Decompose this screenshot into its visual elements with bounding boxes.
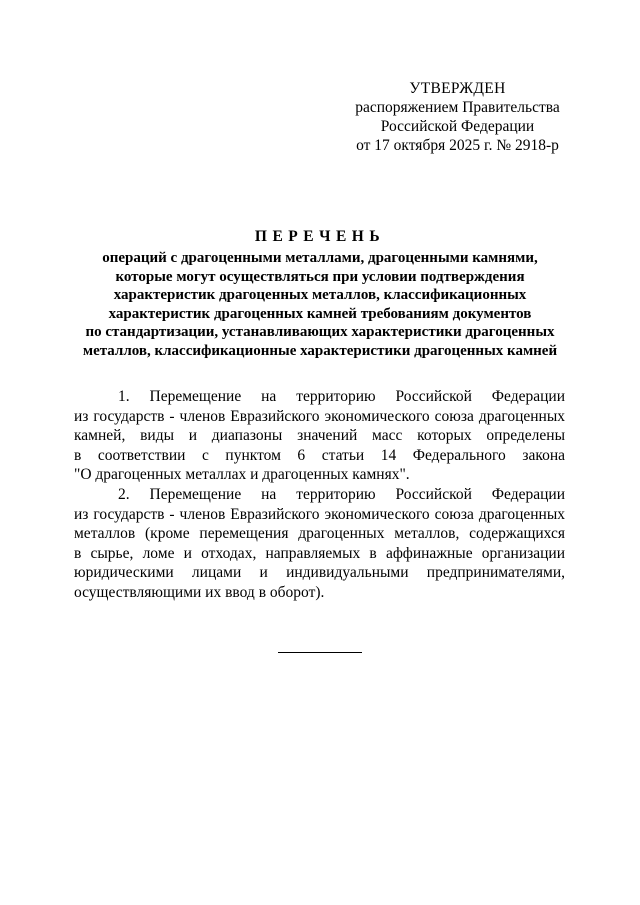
paragraph-line: в сырье, ломе и отходах, направляемых в аффинажные организации (74, 544, 565, 562)
subtitle-line: характеристик драгоценных камней требованиям документов (108, 305, 532, 322)
paragraph-line: камней, виды и диапазоны значений масс которых определены (74, 427, 565, 445)
approval-title: УТВЕРЖДЕН (409, 80, 506, 97)
approval-line: распоряжением Правительства (355, 99, 560, 116)
paragraph-line: из государств - членов Евразийского экономического союза драгоценных (74, 505, 565, 523)
paragraph-line: из государств - членов Евразийского экономического союза драгоценных (74, 407, 565, 425)
subtitle-line: характеристик драгоценных металлов, классификационных (113, 287, 527, 303)
paragraph-line: металлов (кроме перемещения драгоценных металлов, содержащихся (74, 525, 565, 543)
subtitle-line: операций с драгоценными металлами, драгоценными камнями, (102, 250, 538, 266)
approval-line: Российской Федерации (380, 118, 535, 135)
paragraph-line: 1. Перемещение на территорию Российской Федерации (118, 388, 565, 405)
subtitle-line: по стандартизации, устанавливающих характеристики драгоценных (85, 324, 555, 340)
list-item-2 (74, 485, 565, 603)
document-body (74, 387, 565, 603)
paragraph-line: в соответствии с пунктом 6 статьи 14 Федерального закона (74, 446, 565, 464)
list-item-1 (74, 387, 565, 485)
paragraph-line: 2. Перемещение на территорию Российской Федерации (118, 485, 565, 503)
subtitle-line: металлов, классификационные характеристики драгоценных камней (82, 342, 558, 359)
paragraph-line: осуществляющими их ввод в оборот). (74, 583, 325, 601)
paragraph-line: "О драгоценных металлах и драгоценных камнях". (74, 466, 410, 484)
subtitle-line: которые могут осуществляться при условии подтверждения (115, 268, 525, 285)
document-subtitle (60, 249, 580, 360)
end-separator-line (278, 652, 362, 653)
approval-date-line: от 17 октября 2025 г. № 2918-р (356, 137, 559, 154)
document-title: ПЕРЕЧЕНЬ (254, 228, 386, 245)
approval-stamp (330, 79, 585, 155)
paragraph-line: юридическими лицами и индивидуальными предпринимателями, (74, 564, 565, 582)
